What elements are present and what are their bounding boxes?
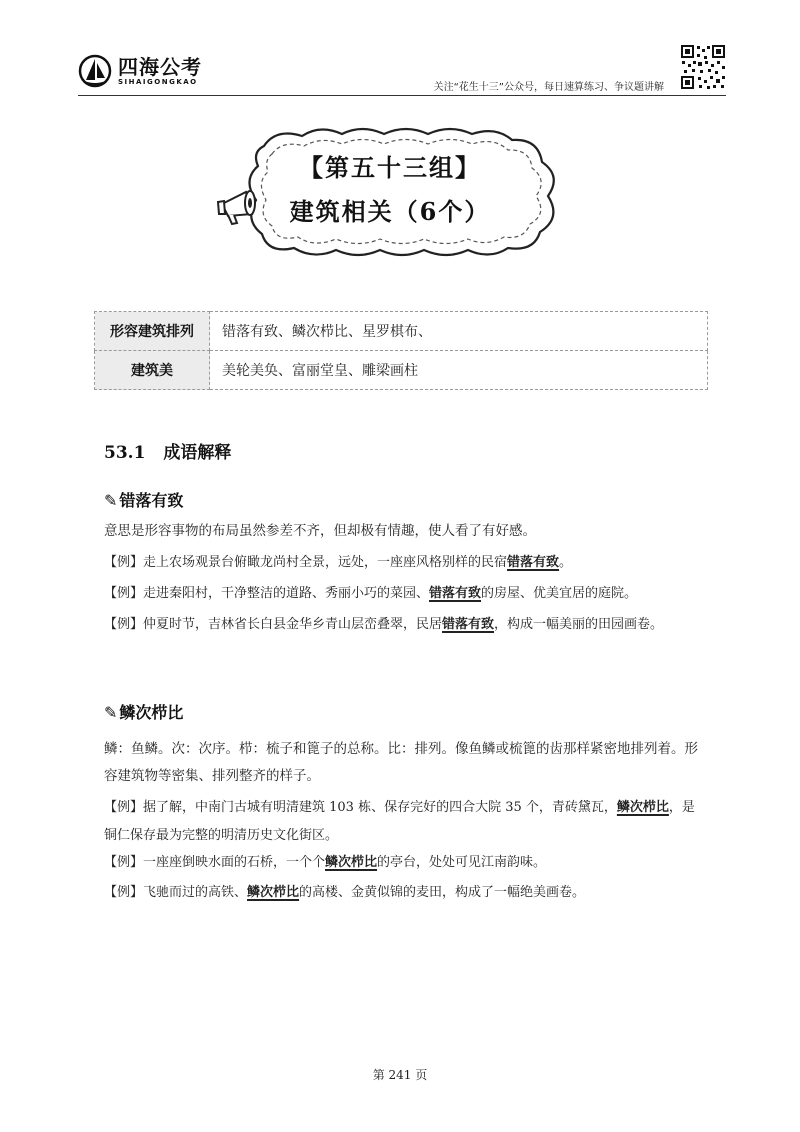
qr-code-icon	[680, 44, 726, 90]
example-text: 的亭台，处处可见江南韵味。	[377, 855, 547, 870]
idiom-meaning: 意思是形容事物的布局虽然参差不齐，但却极有情趣，使人看了有好感。	[104, 523, 536, 539]
sailboat-logo-icon	[78, 54, 112, 88]
example-sentence	[104, 794, 704, 850]
example-text: ，是铜仁保存最为完整的明清历史文化街区。	[104, 800, 695, 843]
table-row	[95, 312, 708, 351]
highlighted-idiom: 错落有致	[507, 555, 560, 570]
example-text: 【例】走进秦阳村，干净整洁的道路、秀丽小巧的菜园、	[104, 586, 430, 601]
logo-name: 四海公考	[118, 54, 202, 79]
example-sentence	[104, 552, 704, 574]
idiom-category-table	[94, 311, 708, 390]
idiom-title: 错落有致	[119, 491, 184, 510]
example-text: 的高楼、金黄似锦的麦田，构成了一幅绝美画卷。	[299, 885, 586, 900]
group-title-badge	[216, 124, 564, 260]
example-text: 的房屋、优美宜居的庭院。	[481, 586, 638, 601]
idiom-meaning: 鳞：鱼鳞。次：次序。栉：梳子和篦子的总称。比：排列。像鱼鳞或梳篦的齿那样紧密地排列着。形容建筑物等密集、排列整齐的样子。	[104, 741, 698, 784]
page-header	[78, 44, 726, 96]
idiom-title: 鳞次栉比	[119, 703, 184, 722]
highlighted-idiom: 错落有致	[429, 586, 482, 601]
category-cell: 建筑美	[95, 351, 210, 390]
highlighted-idiom: 错落有致	[442, 617, 495, 632]
example-sentence	[104, 614, 704, 636]
page-number: 第 241 页	[372, 1068, 428, 1082]
header-divider	[78, 95, 726, 96]
idioms-cell: 错落有致、鳞次栉比、星罗棋布、	[210, 312, 708, 351]
idiom-heading	[104, 700, 183, 723]
brand-logo	[78, 54, 202, 88]
logo-pinyin: SIHAIGONGKAO	[118, 77, 198, 86]
category-cell: 形容建筑排列	[95, 312, 210, 351]
example-sentence	[104, 882, 704, 904]
example-text: ，构成一幅美丽的田园画卷。	[494, 617, 664, 632]
table-row	[95, 351, 708, 390]
example-text: 【例】走上农场观景台俯瞰龙尚村全景，远处，一座座风格别样的民宿	[104, 555, 508, 570]
example-sentence	[104, 583, 704, 605]
highlighted-idiom: 鳞次栉比	[616, 800, 669, 815]
highlighted-idiom: 鳞次栉比	[247, 885, 300, 900]
header-slogan: 关注“花生十三”公众号，每日速算练习、争议题讲解	[433, 82, 664, 93]
example-text: 【例】飞驰而过的高铁、	[104, 885, 248, 900]
pencil-icon: ✎	[104, 491, 118, 510]
section-heading	[104, 438, 231, 463]
section-title: 成语解释	[163, 443, 232, 463]
section-number: 53.1	[104, 443, 146, 463]
group-number: 【第五十三组】	[299, 153, 481, 182]
pencil-icon: ✎	[104, 703, 118, 722]
group-topic: 建筑相关（6个）	[289, 197, 491, 226]
highlighted-idiom: 鳞次栉比	[325, 855, 378, 870]
example-text: 。	[559, 555, 573, 570]
idiom-heading	[104, 488, 183, 511]
example-text: 【例】一座座倒映水面的石桥，一个个	[104, 855, 326, 870]
example-sentence	[104, 852, 704, 874]
example-text: 【例】据了解，中南门古城有明清建筑 103 栋、保存完好的四合大院 35 个，青砖黛瓦，	[104, 800, 617, 815]
example-text: 【例】仲夏时节，吉林省长白县金华乡青山层峦叠翠，民居	[104, 617, 443, 632]
idioms-cell: 美轮美奂、富丽堂皇、雕梁画柱	[210, 351, 708, 390]
